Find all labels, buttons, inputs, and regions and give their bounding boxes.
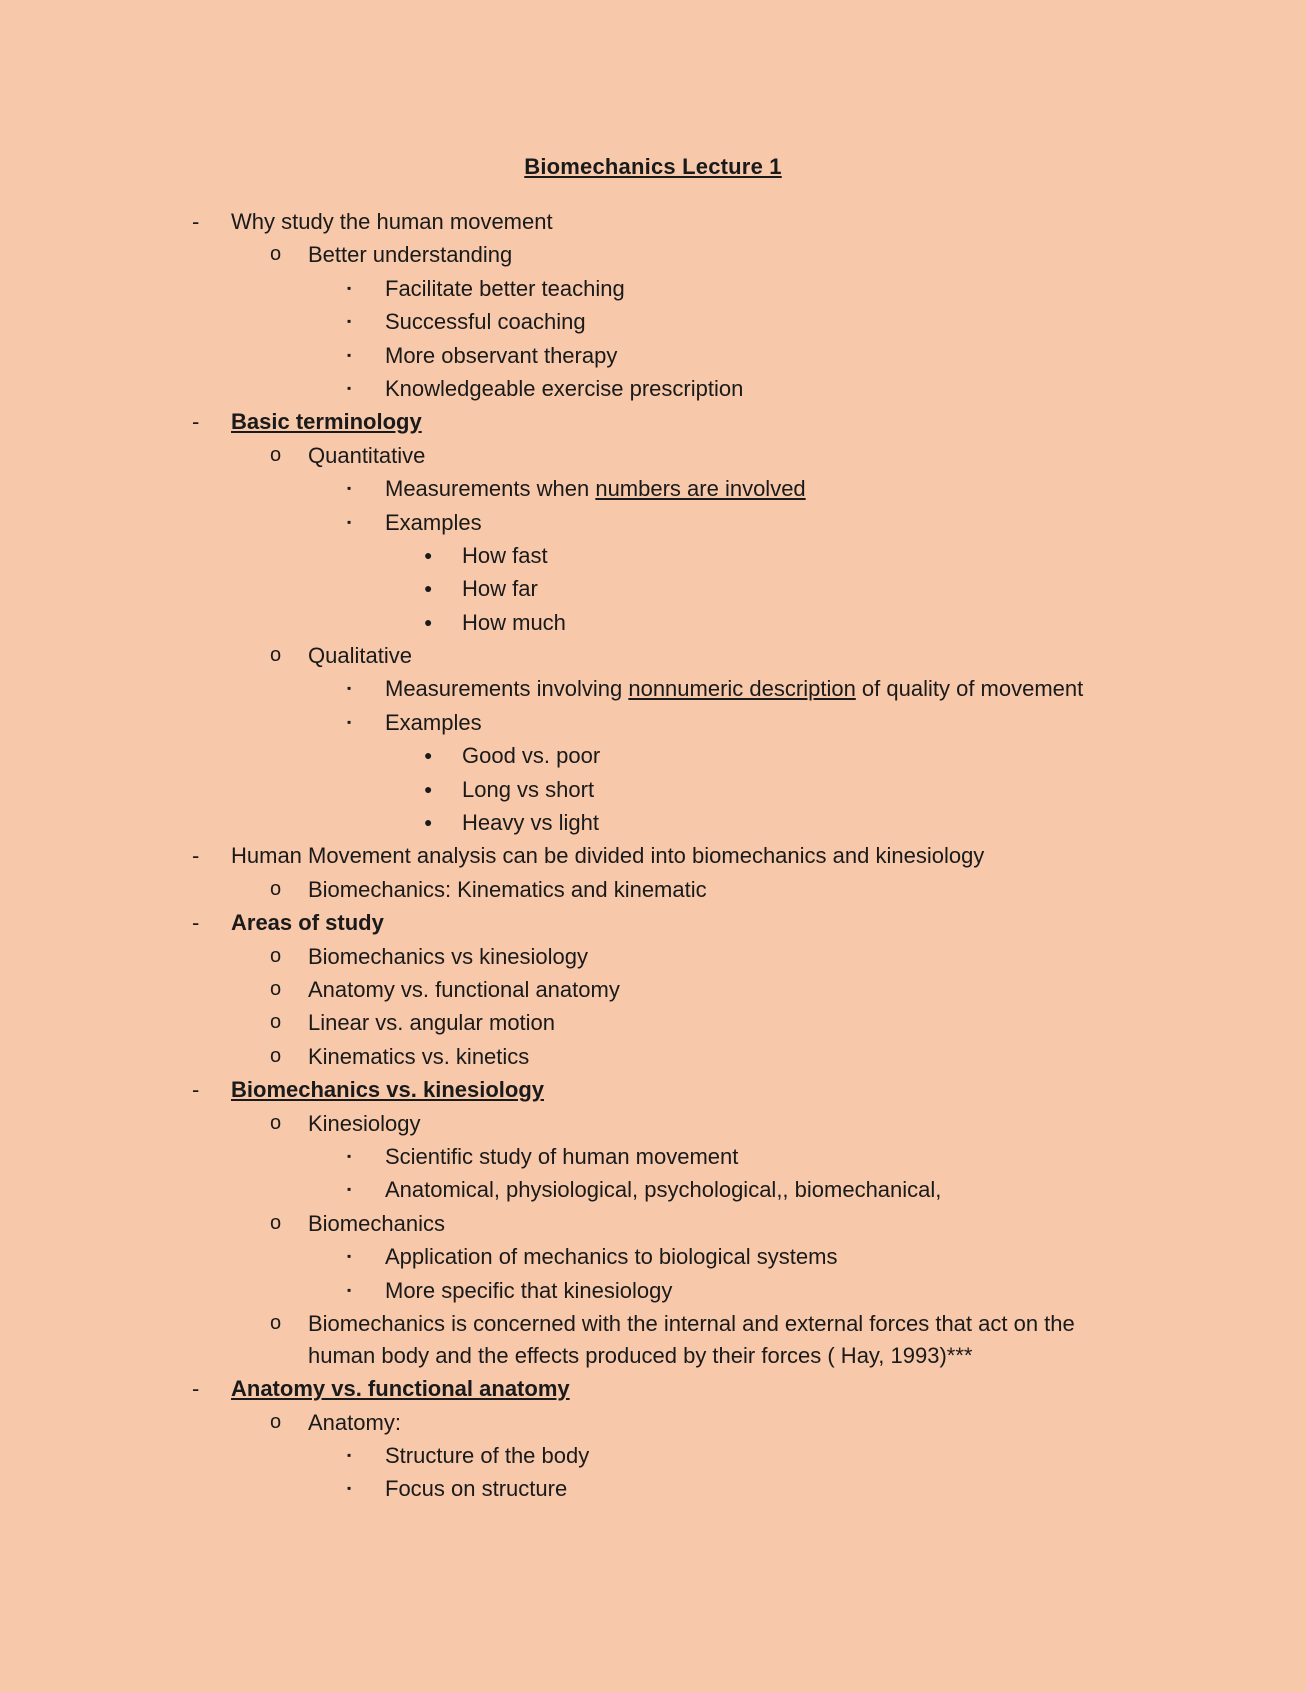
dash-marker: -: [192, 910, 200, 936]
dash-marker: -: [192, 1376, 200, 1402]
circle-bullet-icon: o: [270, 877, 282, 900]
heading-text: Biomechanics vs. kinesiology: [231, 1077, 545, 1103]
list-item: [0, 1006, 1306, 1039]
circle-bullet-icon: o: [270, 243, 282, 266]
list-item: [0, 439, 1306, 472]
item-text: Long vs short: [462, 776, 595, 802]
circle-bullet-icon: o: [270, 1410, 282, 1433]
dash-marker: -: [192, 409, 200, 435]
circle-bullet-icon: o: [270, 1111, 282, 1134]
list-item: [0, 1307, 1306, 1339]
item-text: Kinesiology: [308, 1110, 421, 1136]
bullet-icon: ●: [424, 814, 433, 831]
item-text-part: Measurements involving: [385, 676, 629, 702]
list-item: [0, 1107, 1306, 1140]
list-item: [0, 238, 1306, 271]
list-item: [0, 339, 1306, 372]
item-text: Better understanding: [308, 242, 513, 268]
list-item: [0, 372, 1306, 405]
square-bullet-icon: ▪: [347, 347, 352, 362]
square-bullet-icon: ▪: [347, 514, 352, 529]
item-text: Biomechanics is concerned with the internal and external forces that act on the: [308, 1310, 1075, 1336]
list-item: [0, 1439, 1306, 1472]
list-item: [0, 773, 1306, 806]
circle-bullet-icon: o: [270, 443, 282, 466]
list-item: [0, 606, 1306, 639]
square-bullet-icon: ▪: [347, 1182, 352, 1197]
list-item: [0, 1040, 1306, 1073]
square-bullet-icon: ▪: [347, 1481, 352, 1496]
heading-text: Areas of study: [231, 910, 384, 936]
bullet-icon: ●: [424, 613, 433, 630]
item-text: Qualitative: [308, 643, 412, 669]
item-text: Knowledgeable exercise prescription: [385, 375, 744, 401]
heading-text: Basic terminology: [231, 409, 422, 435]
item-text: Anatomy vs. functional anatomy: [308, 976, 620, 1002]
bullet-icon: ●: [424, 546, 433, 563]
item-text: Human Movement analysis can be divided into biomechanics and kinesiology: [231, 843, 985, 869]
item-text: Biomechanics vs kinesiology: [308, 943, 589, 969]
underlined-phrase: nonnumeric description: [628, 676, 856, 702]
list-item: [0, 973, 1306, 1006]
circle-bullet-icon: o: [270, 1211, 282, 1234]
item-text-part: of quality of movement: [855, 676, 1084, 702]
item-text: Why study the human movement: [231, 209, 553, 234]
list-item: [0, 873, 1306, 906]
list-item: [0, 472, 1306, 505]
heading-text: Anatomy vs. functional anatomy: [231, 1376, 570, 1402]
item-text: Linear vs. angular motion: [308, 1010, 556, 1036]
list-item: [0, 839, 1306, 872]
list-item: [0, 272, 1306, 305]
list-item-continuation: [0, 1339, 1306, 1372]
item-text: How far: [462, 576, 538, 602]
underlined-phrase: numbers are involved: [595, 476, 806, 502]
list-item: [0, 706, 1306, 739]
list-item: [0, 1240, 1306, 1273]
item-text: Application of mechanics to biological systems: [385, 1244, 838, 1270]
item-text: Good vs. poor: [462, 743, 601, 769]
item-text: Successful coaching: [385, 309, 586, 335]
item-text: Anatomy:: [308, 1409, 401, 1435]
section-heading: [0, 906, 1306, 939]
list-item: [0, 1140, 1306, 1173]
item-text: Anatomical, physiological, psychological,, biomechanical,: [385, 1177, 942, 1203]
list-item: [0, 639, 1306, 672]
square-bullet-icon: ▪: [347, 481, 352, 496]
circle-bullet-icon: o: [270, 1044, 282, 1067]
item-text: Facilitate better teaching: [385, 275, 625, 301]
bullet-icon: ●: [424, 747, 433, 764]
list-item: [0, 806, 1306, 839]
item-text-part: Measurements when: [385, 476, 596, 502]
square-bullet-icon: ▪: [347, 714, 352, 729]
square-bullet-icon: ▪: [347, 1249, 352, 1264]
circle-bullet-icon: o: [270, 1011, 282, 1034]
bullet-icon: ●: [424, 780, 433, 797]
square-bullet-icon: ▪: [347, 314, 352, 329]
item-text: Focus on structure: [385, 1476, 568, 1502]
square-bullet-icon: ▪: [347, 1148, 352, 1163]
item-text: Biomechanics: Kinematics and kinematic: [308, 876, 707, 902]
list-item: [0, 1173, 1306, 1206]
square-bullet-icon: ▪: [347, 1282, 352, 1297]
dash-marker: -: [192, 209, 200, 234]
item-text: Examples: [385, 709, 482, 735]
item-text: Kinematics vs. kinetics: [308, 1043, 530, 1069]
list-item: [0, 940, 1306, 973]
item-text: Biomechanics: [308, 1210, 445, 1236]
section-heading: [0, 405, 1306, 438]
item-text: [385, 672, 1083, 705]
list-item: [0, 572, 1306, 605]
list-item: [0, 1274, 1306, 1307]
dash-marker: -: [192, 843, 200, 869]
item-text: [385, 472, 806, 505]
item-text: Quantitative: [308, 442, 426, 468]
list-item: [0, 1472, 1306, 1505]
item-text: Structure of the body: [385, 1443, 590, 1469]
item-text: Heavy vs light: [462, 810, 599, 836]
circle-bullet-icon: o: [270, 977, 282, 1000]
square-bullet-icon: ▪: [347, 681, 352, 696]
page-title: Biomechanics Lecture 1: [524, 154, 782, 179]
item-text: Examples: [385, 509, 482, 535]
lecture-outline: [0, 205, 1306, 1506]
section-heading: [0, 1073, 1306, 1106]
circle-bullet-icon: o: [270, 644, 282, 667]
item-text: How fast: [462, 542, 548, 568]
dash-marker: -: [192, 1077, 200, 1103]
circle-bullet-icon: o: [270, 944, 282, 967]
list-item: [0, 506, 1306, 539]
section-heading: [0, 1372, 1306, 1405]
item-text: More specific that kinesiology: [385, 1277, 673, 1303]
square-bullet-icon: ▪: [347, 280, 352, 295]
square-bullet-icon: ▪: [347, 1448, 352, 1463]
list-item: [0, 1406, 1306, 1439]
item-text: How much: [462, 609, 566, 635]
square-bullet-icon: ▪: [347, 380, 352, 395]
item-text: More observant therapy: [385, 342, 618, 368]
list-item: [0, 672, 1306, 705]
list-item: [0, 539, 1306, 572]
list-item: [0, 1207, 1306, 1240]
item-text: Scientific study of human movement: [385, 1143, 739, 1169]
list-item: [0, 205, 1306, 238]
circle-bullet-icon: o: [270, 1311, 282, 1334]
list-item: [0, 739, 1306, 772]
item-text: human body and the effects produced by their forces ( Hay, 1993)***: [308, 1342, 973, 1368]
bullet-icon: ●: [424, 580, 433, 597]
list-item: [0, 305, 1306, 338]
